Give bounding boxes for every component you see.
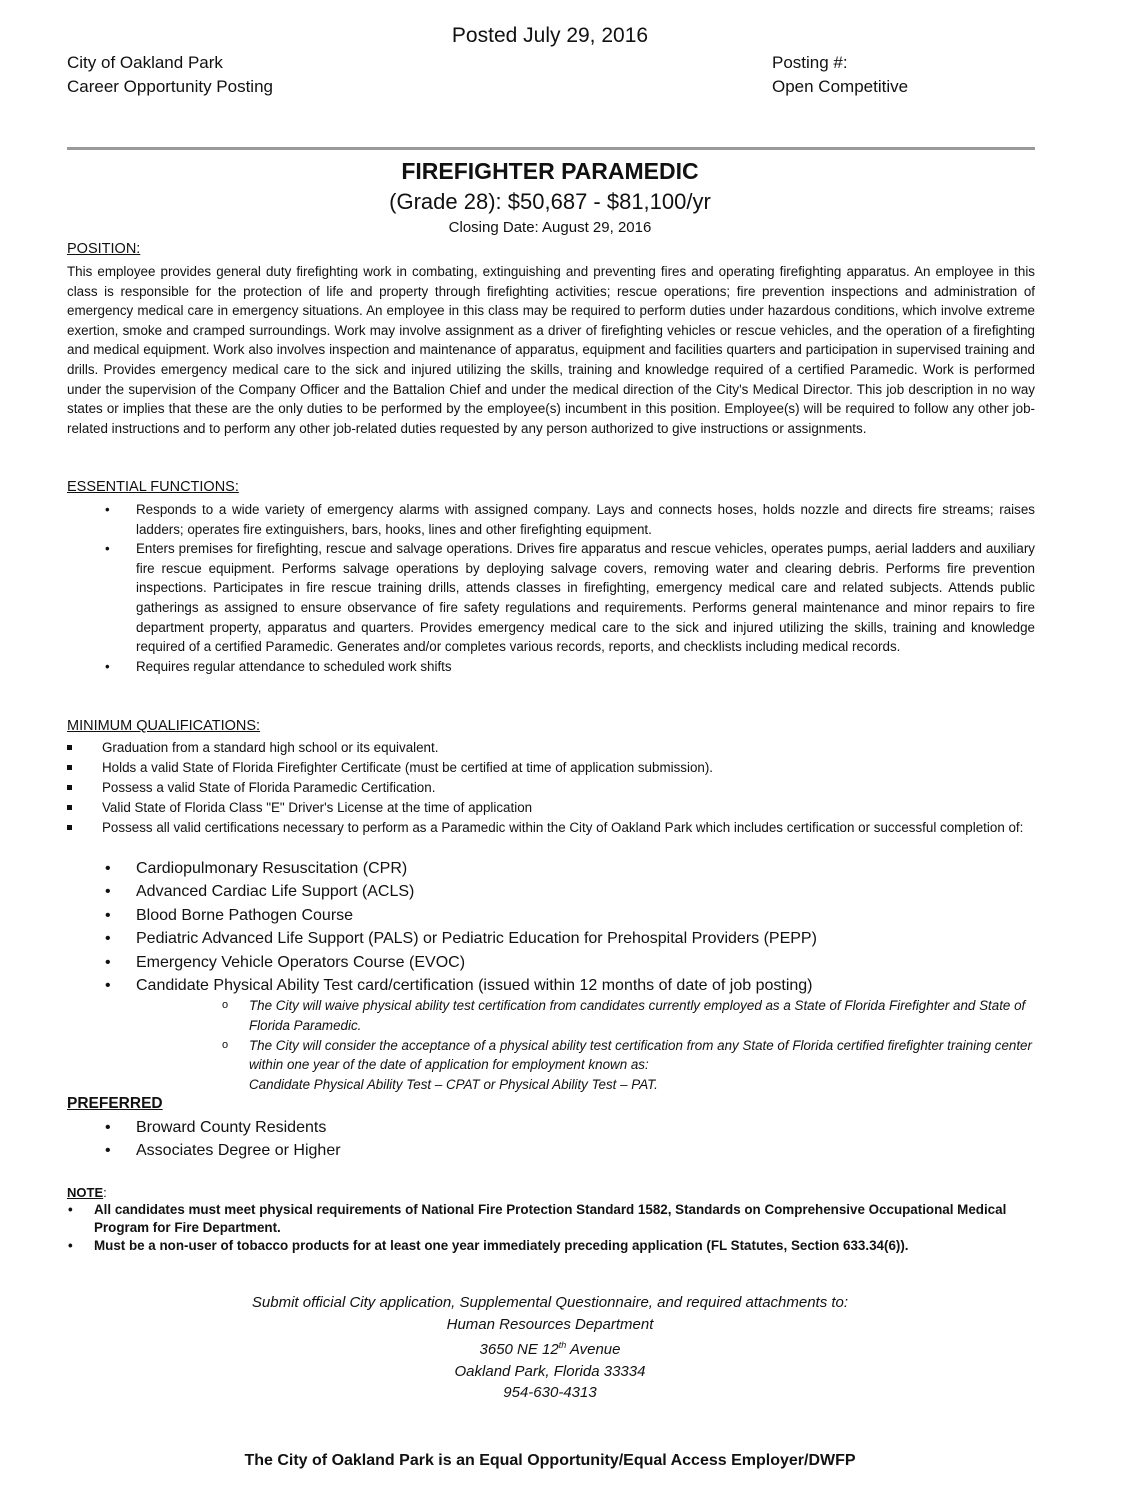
list-item: • Enters premises for firefighting, rescue and salvage operations. Drives fire apparatus and rescue vehicles, operates pumps, aerial ladders and auxiliary fire rescue equipment. Performs salvage operations by deploying salvage covers, removing water and clearing debris. Performs fire prevention inspections. Participates in fire rescue training drills, attends classes in firefighting, emergency medical care and related subjects. Attends public gatherings as assigned to ensure observance of fire safety regulations and requirements. Performs general maintenance and minor repairs to fire department property, apparatus and quarters. Provides emergency medical care to the sick and injured utilizing the skills, training and knowledge required of a certified Paramedic. Generates and/or completes various records, reports, and checklists including medical records.: [105, 541, 1035, 655]
bullet-icon: •: [105, 502, 110, 517]
bullet-icon: •: [105, 860, 111, 877]
city-state-zip: Oakland Park, Florida 33334: [454, 1362, 646, 1380]
header-left: [67, 51, 273, 99]
bullet-icon: •: [105, 1119, 111, 1136]
cpat-notes: [67, 996, 1035, 1095]
list-item: • Associates Degree or Higher: [67, 1139, 1035, 1162]
list-item: • Emergency Vehicle Operators Course (EVOC): [67, 951, 1035, 974]
list-item: • Candidate Physical Ability Test card/certification (issued within 12 months of date of job posting): [67, 974, 1035, 997]
position-text: This employee provides general duty firefighting work in combating, extinguishing and preventing fires and operating firefighting apparatus. An employee in this class is responsible for the protection of life and property through firefighting activities; rescue operations; fire prevention inspections and administration of emergency medical care in emergency situations. An employee in this class may be required to perform duties under hazardous conditions, which involve extreme exertion, smoke and cramped surroundings. Work may involve assignment as a driver of firefighting vehicles or rescue vehicles, and the operation of a firefighting and medical equipment. Work also involves inspection and maintenance of apparatus, equipment and facilities quarters and participation in supervised training and drills. Provides emergency medical care to the sick and injured utilizing the skills, training and knowledge required of a certified Paramedic. Work is performed under the supervision of the Company Officer and the Battalion Chief and under the medical direction of the City's Medical Director. This job description in no way states or implies that these are the only duties to be performed by the employee(s) incumbent in this position. Employee(s) will be required to follow any other job-related instructions and to perform any other job-related duties requested by any person authorized to give instructions or assignments.: [67, 264, 1035, 436]
submit-line: Submit official City application, Supplemental Questionnaire, and required attachments to:: [251, 1294, 849, 1311]
list-item: • Broward County Residents: [67, 1116, 1035, 1139]
list-item: • All candidates must meet physical requirements of National Fire Protection Standard 1582, Standards on Comprehensive Occupational Medical Program for Fire Department.: [68, 1202, 1007, 1235]
bullet-icon: •: [105, 541, 110, 557]
list-item: Graduation from a standard high school or its equivalent.: [67, 738, 1035, 758]
closing-date: Closing Date: August 29, 2016: [448, 219, 652, 236]
list-item: • Pediatric Advanced Life Support (PALS) or Pediatric Education for Prehospital Providers (PEPP): [67, 927, 1035, 950]
posted-date: Posted July 29, 2016: [451, 24, 649, 47]
preferred-heading: PREFERRED: [67, 1095, 163, 1112]
bullet-icon: •: [105, 658, 110, 674]
submit-instructions: [0, 1292, 1100, 1404]
hr-department: Human Resources Department: [446, 1315, 654, 1333]
list-item: Holds a valid State of Florida Firefighter Certificate (must be certified at time of application submission).: [67, 758, 1035, 778]
bullet-icon: •: [105, 977, 111, 995]
certification-list: [67, 857, 1035, 997]
header-divider: [67, 147, 1035, 150]
minimum-heading: MINIMUM QUALIFICATIONS:: [67, 718, 261, 734]
list-item: Possess all valid certifications necessary to perform as a Paramedic within the City of Oakland Park which includes certification or successful completion of:: [67, 818, 1035, 838]
competition-type: Open Competitive: [772, 77, 909, 96]
bullet-icon: •: [105, 883, 111, 901]
list-item: • Advanced Cardiac Life Support (ACLS): [67, 880, 1035, 903]
essential-heading: ESSENTIAL FUNCTIONS:: [67, 479, 239, 495]
square-bullet-icon: [67, 745, 72, 750]
circle-bullet-icon: o: [222, 999, 229, 1011]
list-item: • Blood Borne Pathogen Course: [67, 904, 1035, 927]
minimum-list: [67, 738, 1035, 838]
bullet-icon: •: [68, 1238, 73, 1253]
eeo-footer: The City of Oakland Park is an Equal Opportunity/Equal Access Employer/DWFP: [244, 1452, 856, 1469]
circle-bullet-icon: o: [222, 1038, 229, 1051]
bullet-icon: •: [105, 930, 111, 948]
header-right: [772, 51, 908, 99]
street-address: 3650 NE 12th Avenue: [479, 1340, 621, 1358]
square-bullet-icon: [67, 785, 72, 790]
square-bullet-icon: [67, 805, 72, 810]
list-item: Possess a valid State of Florida Paramedic Certification.: [67, 778, 1035, 798]
job-grade-salary: (Grade 28): $50,687 - $81,100/yr: [389, 189, 711, 214]
preferred-list: [67, 1116, 1035, 1163]
list-item: o The City will waive physical ability test certification from candidates currently employed as a State of Florida Firefighter and State of Florida Paramedic.: [222, 998, 1026, 1033]
bullet-icon: •: [105, 906, 111, 924]
posting-number: Posting #:: [772, 53, 848, 72]
square-bullet-icon: [67, 765, 72, 770]
job-title: FIREFIGHTER PARAMEDIC: [401, 158, 699, 184]
list-item: o The City will consider the acceptance of a physical ability test certification from any State of Florida certified firefighter training center within one year of the date of application for employment known as: Candidate Physical Ability Test – CPAT or Physical Ability Test – PAT.: [222, 1037, 1032, 1093]
note-heading: NOTE:: [67, 1185, 107, 1200]
position-heading: POSITION:: [67, 241, 141, 257]
bullet-icon: •: [105, 953, 111, 971]
list-item: • Must be a non-user of tobacco products for at least one year immediately preceding application (FL Statutes, Section 633.34(6)).: [68, 1238, 909, 1253]
posting-type: Career Opportunity Posting: [67, 77, 273, 96]
bullet-icon: •: [105, 1142, 111, 1160]
list-item: • Cardiopulmonary Resuscitation (CPR): [67, 857, 1035, 880]
essential-list: [67, 500, 1035, 676]
note-list: [67, 1201, 1035, 1255]
square-bullet-icon: [67, 825, 72, 830]
list-item: • Responds to a wide variety of emergency alarms with assigned company. Lays and connects hoses, holds nozzle and directs fire streams; raises ladders; operates fire extinguishers, bars, hooks, lines and other firefighting equipment.: [105, 502, 1035, 537]
list-item: • Requires regular attendance to scheduled work shifts: [67, 657, 1035, 677]
list-item: Valid State of Florida Class "E" Driver's License at the time of application: [67, 798, 1035, 818]
bullet-icon: •: [68, 1202, 73, 1217]
city-name: City of Oakland Park: [67, 53, 223, 72]
phone-number: 954-630-4313: [503, 1384, 597, 1401]
